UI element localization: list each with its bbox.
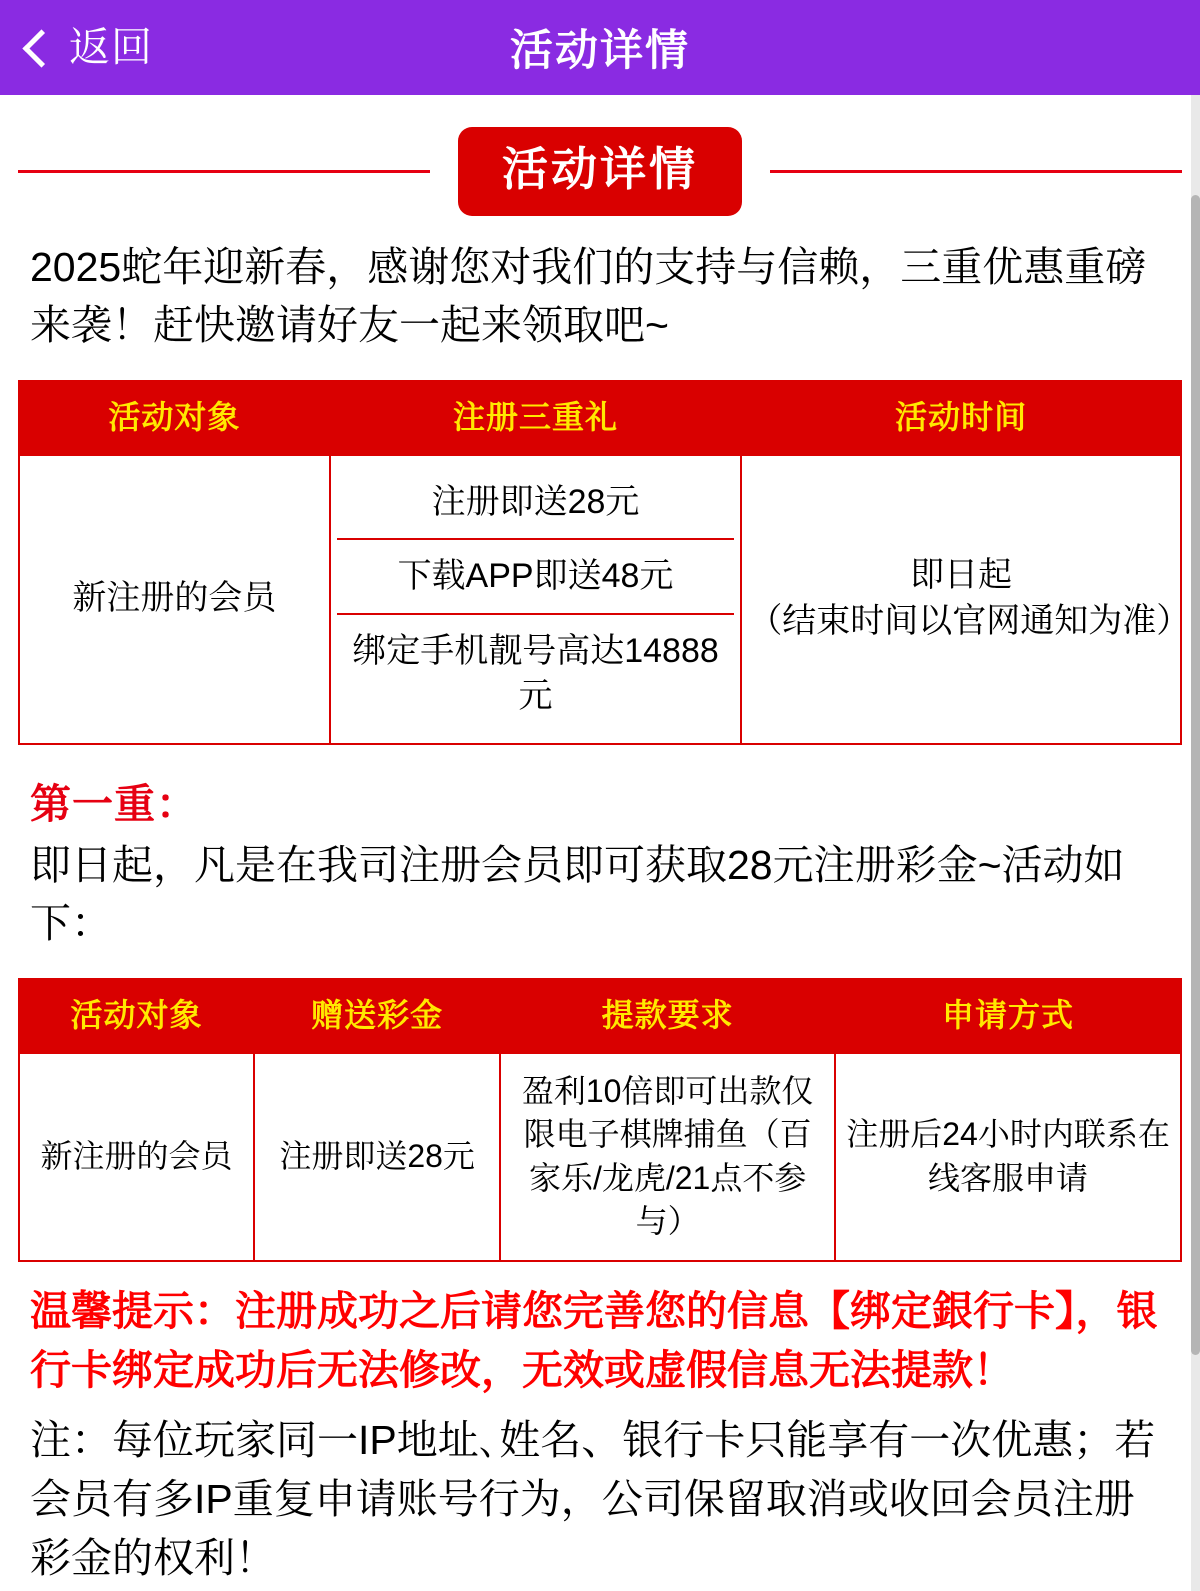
tier1-detail-table bbox=[18, 978, 1182, 1261]
table-row bbox=[19, 1053, 1181, 1261]
gift-row bbox=[337, 466, 735, 540]
gift-row bbox=[337, 539, 735, 614]
activity-detail-badge: 活动详情 bbox=[458, 127, 742, 216]
table2-cell-target: 新注册的会员 bbox=[19, 1053, 254, 1261]
table1-cell-target: 新注册的会员 bbox=[19, 455, 330, 745]
note-text: 注：每位玩家同一IP地址､姓名、银行卡只能享有一次优惠；若会员有多IP重复申请账号行为，公司保留取消或收回会员注册彩金的权利！ bbox=[30, 1416, 1156, 1582]
section-title-row bbox=[18, 127, 1182, 216]
title-rule-left bbox=[18, 170, 430, 173]
gift-item-1: 注册即送28元 bbox=[337, 466, 735, 540]
table2-header-apply: 申请方式 bbox=[835, 979, 1181, 1052]
table1-cell-gifts bbox=[330, 455, 742, 745]
vertical-scrollbar-track[interactable] bbox=[1191, 95, 1200, 1591]
top-navigation-bar bbox=[0, 0, 1200, 95]
activity-detail-content bbox=[0, 127, 1200, 1589]
table-row bbox=[19, 455, 1181, 745]
table1-header-target: 活动对象 bbox=[19, 381, 330, 454]
table2-cell-requirement: 盈利10倍即可出款仅限电子棋牌捕鱼（百家乐/龙虎/21点不参与） bbox=[500, 1053, 835, 1261]
table1-cell-time bbox=[741, 455, 1191, 745]
table2-cell-apply: 注册后24小时内联系在线客服申请 bbox=[835, 1053, 1181, 1261]
page-title: 活动详情 bbox=[510, 27, 690, 75]
gifts-inner-table bbox=[337, 466, 735, 734]
gift-item-2: 下载APP即送48元 bbox=[337, 539, 735, 614]
back-button-label: 返回 bbox=[69, 24, 153, 70]
vertical-scrollbar-thumb[interactable] bbox=[1191, 195, 1200, 1355]
warning-text: 温馨提示：注册成功之后请您完善您的信息【绑定銀行卡】，银行卡绑定成功后无法修改，无效或虚假信息无法提款！ bbox=[30, 1287, 1158, 1394]
gift-item-3: 绑定手机靓号高达14888元 bbox=[352, 632, 719, 716]
time-line-1: 即日起 bbox=[910, 556, 1013, 595]
table2-cell-bonus: 注册即送28元 bbox=[254, 1053, 500, 1261]
table1-header-gifts: 注册三重礼 bbox=[330, 381, 742, 454]
table2-header-target: 活动对象 bbox=[19, 979, 254, 1052]
overview-table bbox=[18, 380, 1191, 745]
section1-heading: 第一重： bbox=[30, 781, 198, 828]
table2-header-bonus: 赠送彩金 bbox=[254, 979, 500, 1052]
intro-paragraph: 2025蛇年迎新春，感谢您对我们的支持与信赖，三重优惠重磅来袭！赶快邀请好友一起来领取吧~ bbox=[30, 243, 1147, 349]
time-line-2: （结束时间以官网通知为准） bbox=[748, 602, 1191, 641]
gift-row bbox=[337, 614, 735, 733]
table2-header-requirement: 提款要求 bbox=[500, 979, 835, 1052]
back-button[interactable] bbox=[28, 24, 153, 70]
section1-body: 即日起，凡是在我司注册会员即可获取28元注册彩金~活动如下： bbox=[30, 842, 1125, 947]
table-header-row bbox=[19, 381, 1181, 454]
title-rule-right bbox=[770, 170, 1182, 173]
table-header-row bbox=[19, 979, 1181, 1052]
table1-header-time: 活动时间 bbox=[741, 381, 1181, 454]
chevron-left-icon bbox=[22, 29, 60, 67]
